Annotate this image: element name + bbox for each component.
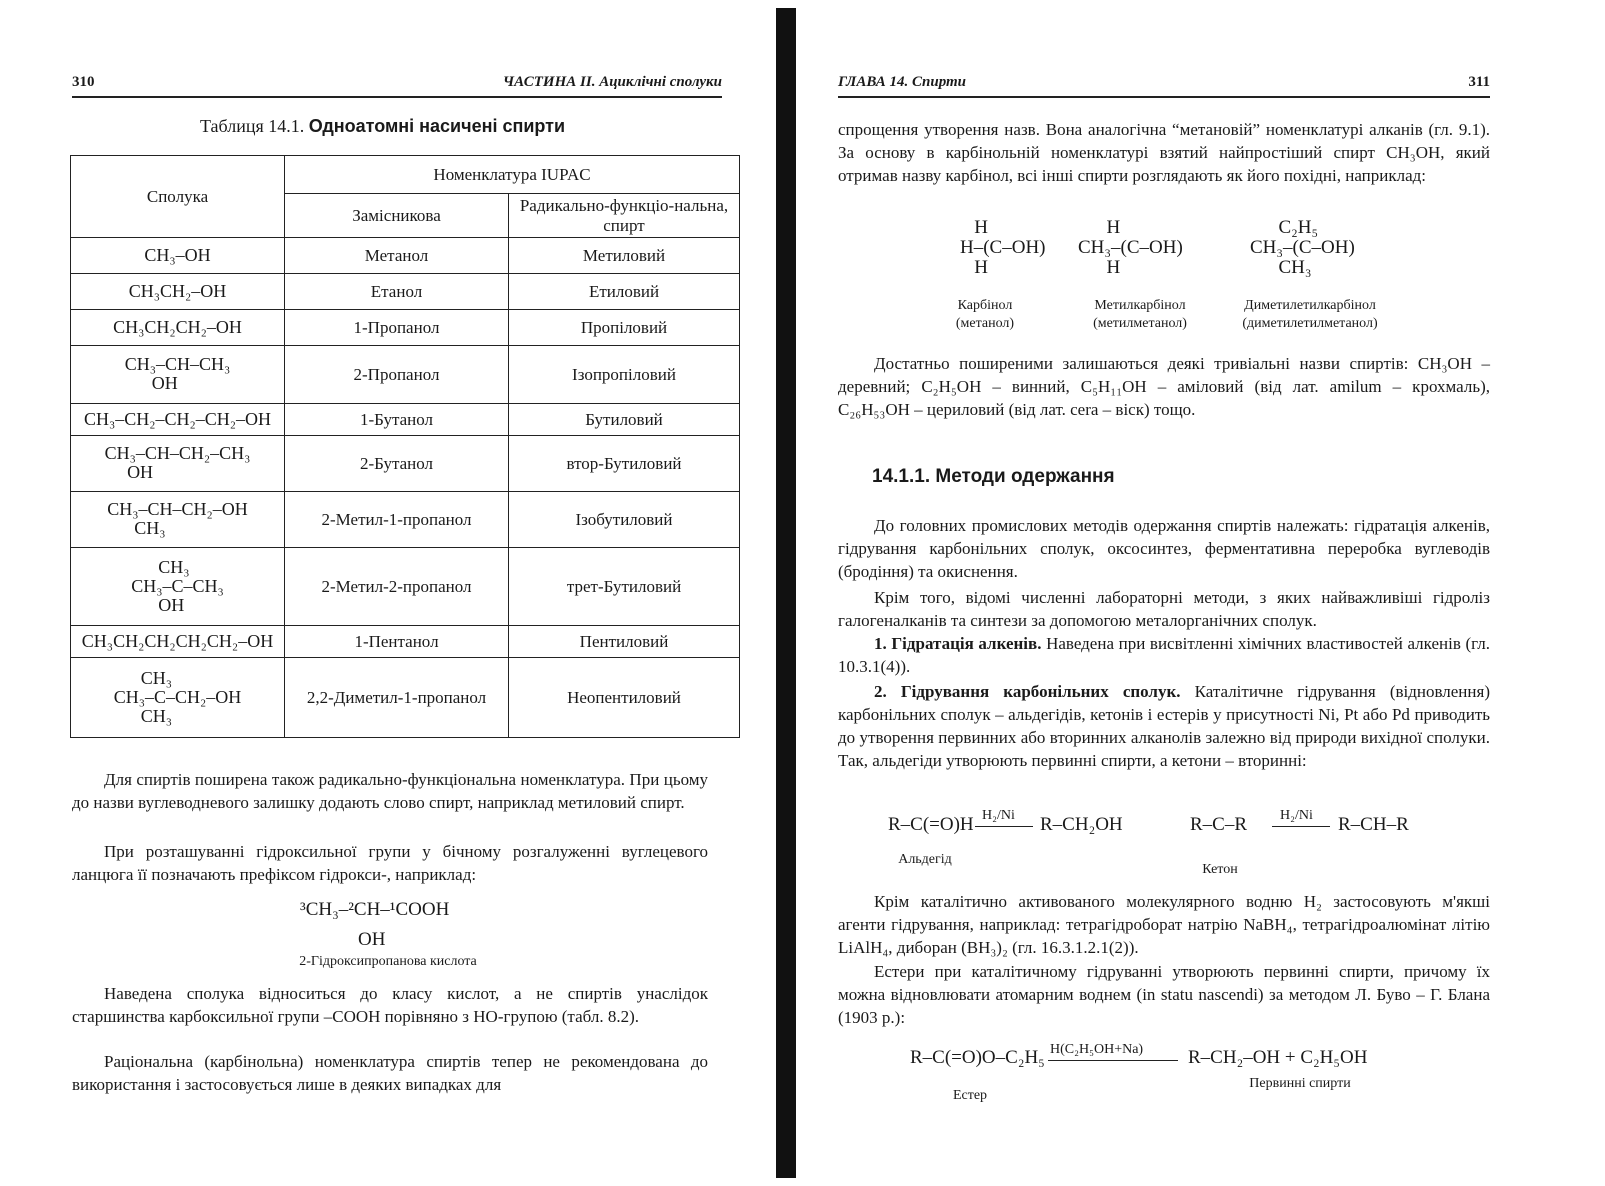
carbinol-alt-name: (метанол)	[955, 316, 1015, 331]
substitutive-name: Метанол	[285, 238, 509, 274]
compound-formula: CH₃ CH₃–C–CH₂–OH CH₃	[71, 658, 285, 738]
running-head: ЧАСТИНА II. Ациклічні сполуки	[502, 74, 722, 90]
hydroxy-acid-name: 2-Гідроксипропанова кислота	[299, 954, 477, 969]
reaction-arrow	[1272, 826, 1330, 827]
substitutive-name: 2,2-Диметил-1-пропанол	[285, 658, 509, 738]
substitutive-name: 2-Метил-1-пропанол	[285, 492, 509, 548]
carbonyl-hydrogenation-text: Каталітичне гідрування (відновлення) карбонільних сполук – альдегідів, кетонів і естерів у присутності Ni, Pt або Pd приводить до утворення первинних або вторинних алканолів залежно від природи вихідної сполуки. Так, альдегіди утворюють первинні спирти, а кетони – вторинні:	[838, 682, 1490, 770]
ketone-reagent: H₂/Ni	[1280, 808, 1313, 823]
substitutive-name: 1-Пропанол	[285, 310, 509, 346]
paragraph-trivial-names: Достатньо поширеними залишаються деякі тривіальні назви спиртів: CH₃OH – деревний; C₂H₅OH – винний, C₅H₁₁OH – аміловий (від лат. amilum – крохмаль), C₂₆H₅₃OH – цериловий (від лат. cera – віск) тощо.	[838, 354, 1490, 419]
page-number: 310	[72, 74, 95, 90]
right-page	[810, 0, 1605, 1186]
radical-functional-name: Неопентиловий	[509, 658, 740, 738]
radical-functional-name: трет-Бутиловий	[509, 548, 740, 626]
right-page-header	[838, 74, 1490, 98]
dimethylethylcarbinol-formula: C₂H₅ CH₃–(C–OH) CH₃	[1250, 217, 1355, 278]
compound-formula: CH₃CH₂–OH	[71, 274, 285, 310]
paragraph-ester-hydrogenation: Естери при каталітичному гідруванні утворюють первинні спирти, причому їх можна відновлювати атомарним воднем (in statu nascendi) за методом Л. Буво – Г. Блана (1903 р.):	[838, 962, 1490, 1027]
table-row	[71, 238, 740, 274]
substitutive-name: 2-Метил-2-пропанол	[285, 548, 509, 626]
paragraph-radical-nomenclature: Для спиртів поширена також радикально-функціональна номенклатура. При цьому до назви вуглеводневого залишку додають слово спирт, наприклад метиловий спирт.	[72, 770, 708, 812]
alcohols-table	[70, 155, 740, 738]
paragraph-industrial-methods: До головних промислових методів одержання спиртів належать: гідратація алкенів, гідрування карбонільних сполук, оксосинтез, ферментативна переробка вуглеводів (бродіння) та окиснення.	[838, 516, 1490, 581]
table-row	[71, 346, 740, 404]
left-page	[0, 0, 760, 1186]
aldehyde-reactant: R–C(=O)H	[888, 814, 974, 835]
page-number: 311	[1468, 74, 1490, 90]
aldehyde-reagent: H₂/Ni	[982, 808, 1015, 823]
compound-formula: CH₃CH₂CH₂–OH	[71, 310, 285, 346]
compound-formula: CH₃–CH–CH₂–OH CH₃	[71, 492, 285, 548]
substitutive-name: 1-Бутанол	[285, 404, 509, 436]
compound-formula: CH₃–OH	[71, 238, 285, 274]
compound-formula: CH₃–CH–CH₃ OH	[71, 346, 285, 404]
table-body	[71, 238, 740, 738]
radical-functional-name: Бутиловий	[509, 404, 740, 436]
table-caption	[200, 116, 565, 137]
table-row	[71, 658, 740, 738]
section-title: 14.1.1. Методи одержання	[872, 466, 1115, 487]
table-row	[71, 626, 740, 658]
carbinol-name: Карбінол	[957, 298, 1013, 313]
ester-product: R–CH₂–OH + C₂H₅OH	[1188, 1047, 1368, 1068]
paragraph-alkene-hydration	[838, 632, 1490, 678]
carbinol-formula: H H–(C–OH) H	[960, 217, 1046, 278]
methylcarbinol-name: Метилкарбінол	[1094, 298, 1186, 313]
radical-functional-name: Пропіловий	[509, 310, 740, 346]
radical-functional-name: Метиловий	[509, 238, 740, 274]
substitutive-name: 2-Пропанол	[285, 346, 509, 404]
carbonyl-hydrogenation-heading: 2. Гідрування карбонільних сполук.	[874, 682, 1181, 701]
paragraph-hydroxy-prefix: При розташуванні гідроксильної групи у бічному розгалуженні вуглецевого ланцюга її позначають префіксом гідрокси-, наприклад:	[72, 842, 708, 884]
table-row	[71, 492, 740, 548]
table-row	[71, 436, 740, 492]
left-page-header	[72, 74, 722, 98]
table-caption-title: Одноатомні насичені спирти	[308, 116, 566, 136]
compound-formula: CH₃CH₂CH₂CH₂CH₂–OH	[71, 626, 285, 658]
table-row	[71, 310, 740, 346]
gutter-shadow	[776, 8, 796, 1178]
reaction-arrow	[1048, 1060, 1178, 1061]
compound-formula: CH₃ CH₃–C–CH₃ OH	[71, 548, 285, 626]
methylcarbinol-alt-name: (метилметанол)	[1093, 316, 1187, 331]
dimethylethylcarbinol-alt-name: (диметилетилметанол)	[1242, 316, 1378, 331]
ketone-product: R–CH–R	[1338, 814, 1409, 835]
primary-alcohols-label: Первинні спирти	[1249, 1076, 1351, 1091]
table-row	[71, 404, 740, 436]
col-compound: Сполука	[71, 156, 285, 238]
compound-formula: CH₃–CH₂–CH₂–CH₂–OH	[71, 404, 285, 436]
table-caption-prefix: Таблиця 14.1.	[200, 116, 305, 136]
ketone-label: Кетон	[1202, 862, 1238, 877]
methylcarbinol-formula: H CH₃–(C–OH) H	[1078, 217, 1183, 278]
table-row	[71, 548, 740, 626]
radical-functional-name: Ізопропіловий	[509, 346, 740, 404]
aldehyde-product: R–CH₂OH	[1040, 814, 1123, 835]
book-gutter	[770, 0, 800, 1186]
table-row	[71, 274, 740, 310]
ester-label: Естер	[952, 1088, 988, 1103]
substitutive-name: 2-Бутанол	[285, 436, 509, 492]
col-substitutive: Замісникова	[285, 194, 509, 238]
col-radical: Радикально-функціо-нальна, спирт	[509, 194, 740, 238]
alkene-hydration-heading: 1. Гідратація алкенів.	[874, 634, 1042, 653]
substitutive-name: Етанол	[285, 274, 509, 310]
dimethylethylcarbinol-name: Диметилетилкарбінол	[1244, 298, 1376, 313]
hydroxy-acid-oh: OH	[358, 929, 386, 950]
alkene-hydration-text: Наведена при висвітленні хімічних властивостей алкенів (гл. 10.3.1(4)).	[838, 634, 1490, 676]
paragraph-mild-agents: Крім каталітично активованого молекулярного водню H₂ застосовують м'якші агенти гідрування, наприклад: тетрагідроборат натрію NaBH₄, тетрагідроалюмінат літію LiAlH₄, диборан (BH₃)₂ (гл. 16.3.1.2.1(2)).	[838, 892, 1490, 957]
radical-functional-name: втор-Бутиловий	[509, 436, 740, 492]
paragraph-acid-priority: Наведена сполука відноситься до класу кислот, а не спиртів унаслідок старшинства карбоксильної групи –COOH порівняно з HO-групою (табл. 8.2).	[72, 984, 708, 1026]
ester-reagent: H(C₂H₅OH+Na)	[1050, 1042, 1144, 1057]
radical-functional-name: Пентиловий	[509, 626, 740, 658]
radical-functional-name: Етиловий	[509, 274, 740, 310]
ester-reactant: R–C(=O)O–C₂H₅	[910, 1047, 1045, 1068]
paragraph-rational-nomenclature: Раціональна (карбінольна) номенклатура спиртів тепер не рекомендована до використання і застосовується лише в деяких випадках для	[72, 1052, 708, 1094]
col-iupac: Номенклатура IUPAC	[285, 156, 740, 194]
running-head: ГЛАВА 14. Спирти	[838, 74, 967, 90]
radical-functional-name: Ізобутиловий	[509, 492, 740, 548]
paragraph-carbinol-nomenclature: спрощення утворення назв. Вона аналогічна “метановій” номенклатурі алканів (гл. 9.1). За основу в карбінольній номенклатурі взятий найпростіший спирт CH₃OH, який отримав назву карбінол, всі інші спирти розглядають як його похідні, наприклад:	[838, 120, 1490, 185]
compound-formula: CH₃–CH–CH₂–CH₃ OH	[71, 436, 285, 492]
hydroxy-acid-formula: ³CH₃–²CH–¹COOH	[300, 899, 450, 920]
substitutive-name: 1-Пентанол	[285, 626, 509, 658]
ketone-reactant: R–C–R	[1190, 814, 1248, 835]
aldehyde-label: Альдегід	[898, 852, 952, 867]
paragraph-lab-methods: Крім того, відомі численні лабораторні методи, з яких найважливіші гідроліз галогеналканів та синтези за допомогою металорганічних сполук.	[838, 588, 1490, 630]
reaction-arrow	[975, 826, 1033, 827]
paragraph-carbonyl-hydrogenation	[838, 680, 1490, 772]
